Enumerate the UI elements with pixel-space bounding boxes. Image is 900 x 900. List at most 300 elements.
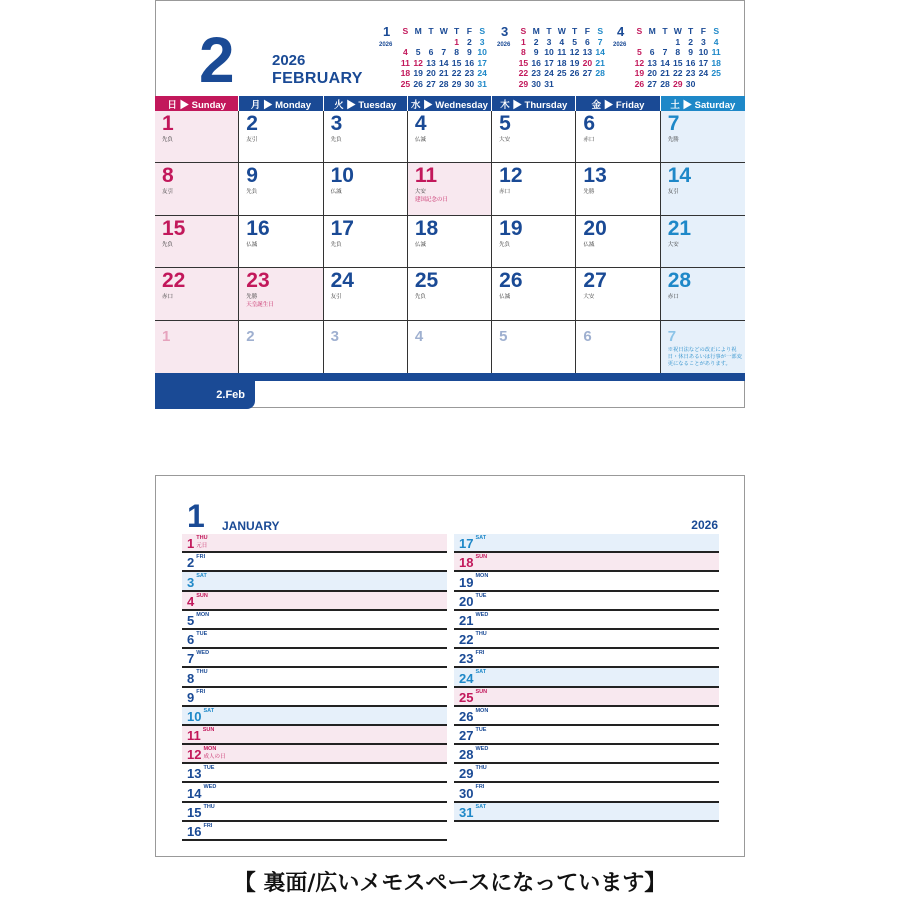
day-number: 20 — [583, 216, 607, 240]
rokuyo-label: 仏滅 — [499, 294, 511, 301]
day-number: 27 — [583, 269, 607, 293]
memo-day-number: 7 — [187, 651, 195, 667]
mini-day: 3 — [479, 36, 485, 47]
mini-day: 8 — [521, 47, 526, 58]
mini-day: 22 — [673, 68, 683, 79]
day-number: 13 — [583, 164, 607, 188]
day-cell — [155, 321, 239, 373]
memo-weekday: TUE — [196, 630, 208, 637]
day-cell — [408, 163, 492, 215]
mini-year: 2026 — [497, 42, 511, 48]
memo-day-meta — [475, 651, 484, 657]
memo-day-number: 18 — [459, 555, 474, 571]
memo-weekday: THU — [196, 535, 208, 541]
rokuyo-label: 先負 — [162, 137, 174, 143]
memo-row — [454, 553, 719, 572]
day-cell — [239, 216, 323, 268]
rokuyo-label: 赤口 — [667, 294, 679, 301]
memo-row — [454, 707, 719, 726]
mini-weekday: T — [687, 26, 694, 36]
mini-day — [646, 37, 659, 48]
mini-day: 12 — [413, 57, 423, 68]
weekday-header: 火 ▶ Tuesday — [324, 96, 408, 111]
memo-weekday: TUE — [475, 726, 487, 733]
mini-day — [659, 37, 672, 48]
mini-weekday: W — [557, 26, 566, 36]
mini-day: 8 — [454, 47, 459, 58]
memo-day-number: 31 — [459, 804, 474, 820]
weekday-header: 日 ▶ Sunday — [155, 96, 239, 111]
memo-day-number: 1 — [187, 536, 195, 552]
memo-weekday: MON — [475, 573, 489, 580]
memo-day-meta — [203, 747, 225, 760]
mini-day: 29 — [673, 78, 683, 89]
mini-day: 31 — [544, 78, 554, 89]
mini-grid — [517, 26, 607, 90]
memo-column-right — [454, 534, 719, 822]
rokuyo-label: 先負 — [414, 294, 426, 301]
year-label: 2026 — [272, 52, 306, 69]
memo-day-meta — [475, 728, 486, 734]
memo-day-meta — [475, 536, 486, 542]
mini-day: 28 — [660, 78, 670, 89]
rokuyo-label: 友引 — [162, 189, 174, 196]
day-number: 26 — [499, 269, 523, 293]
mini-day: 27 — [647, 78, 657, 89]
memo-day-meta — [203, 766, 214, 772]
mini-day: 28 — [439, 78, 449, 89]
mini-day: 31 — [477, 78, 487, 89]
mini-day: 13 — [426, 57, 436, 68]
memo-weekday: MON — [475, 707, 489, 714]
memo-row — [454, 630, 719, 649]
day-cell — [324, 321, 408, 373]
memo-row — [454, 572, 719, 591]
day-cell — [155, 163, 239, 215]
mini-weekday: T — [453, 26, 460, 36]
memo-row — [454, 745, 719, 764]
mini-weekday: M — [532, 26, 540, 36]
memo-day-number: 10 — [187, 708, 202, 724]
day-number: 16 — [246, 216, 270, 240]
memo-weekday: THU — [203, 803, 215, 810]
day-number: 6 — [583, 327, 592, 345]
mini-day: 26 — [413, 78, 423, 89]
mini-weekday: F — [700, 26, 706, 36]
mini-day: 29 — [451, 78, 462, 89]
memo-weekday: TUE — [203, 765, 215, 772]
memo-row — [182, 668, 447, 687]
memo-month-name: JANUARY — [222, 519, 280, 533]
day-cell — [408, 111, 492, 163]
rokuyo-label: 先勝 — [583, 189, 595, 196]
mini-day: 17 — [477, 57, 487, 68]
mini-month-number: 1 — [383, 24, 391, 39]
mini-day: 29 — [518, 78, 529, 89]
weekday-header: 土 ▶ Saturday — [661, 96, 745, 111]
day-cell — [408, 321, 492, 373]
rokuyo-label: 仏滅 — [246, 241, 258, 248]
memo-weekday: THU — [475, 630, 487, 637]
day-cell — [661, 268, 745, 320]
mini-day: 6 — [649, 47, 655, 58]
memo-holiday-name: 成人の日 — [203, 753, 226, 760]
mini-day: 17 — [544, 57, 554, 68]
day-cell — [661, 111, 745, 163]
day-number: 7 — [667, 112, 680, 135]
memo-day-meta — [196, 613, 209, 619]
mini-day — [425, 37, 438, 48]
day-number: 22 — [162, 269, 186, 293]
memo-day-meta — [196, 555, 205, 561]
memo-row — [182, 688, 447, 707]
memo-day-number: 8 — [187, 670, 195, 686]
memo-row — [182, 783, 447, 802]
memo-day-meta — [196, 536, 207, 549]
mini-day: 6 — [584, 36, 590, 47]
mini-weekday: T — [546, 26, 552, 36]
mini-day: 30 — [531, 78, 541, 89]
mini-day: 13 — [647, 57, 657, 68]
day-cell — [324, 111, 408, 163]
mini-day: 4 — [713, 36, 719, 47]
rokuyo-label: 赤口 — [162, 294, 174, 301]
rokuyo-label: 先勝 — [667, 137, 679, 143]
mini-day: 14 — [660, 57, 670, 68]
mini-day: 11 — [711, 47, 721, 58]
mini-day: 10 — [698, 47, 709, 58]
day-number: 10 — [330, 164, 354, 188]
memo-day-meta — [475, 594, 486, 600]
mini-day: 11 — [400, 57, 410, 68]
day-cell — [661, 321, 745, 373]
mini-day: 27 — [582, 68, 593, 79]
day-cell — [324, 268, 408, 320]
day-number: 17 — [330, 216, 354, 240]
mini-day: 24 — [544, 68, 554, 79]
memo-weekday: WED — [475, 746, 489, 753]
memo-weekday: MON — [196, 611, 210, 618]
mini-day: 14 — [595, 47, 605, 58]
mini-day: 13 — [582, 47, 593, 58]
rokuyo-label: 仏滅 — [414, 241, 426, 248]
day-cell — [239, 321, 323, 373]
day-cell — [324, 216, 408, 268]
day-number: 3 — [330, 327, 339, 345]
memo-weekday: FRI — [203, 822, 213, 829]
day-number: 12 — [499, 164, 523, 188]
january-memo-page — [155, 475, 745, 857]
memo-day-number: 19 — [459, 574, 474, 590]
day-number: 2 — [246, 327, 255, 345]
mini-day: 19 — [634, 68, 645, 79]
day-cell — [492, 216, 576, 268]
memo-day-meta — [203, 785, 216, 791]
rokuyo-label: 先負 — [499, 241, 511, 248]
memo-weekday: FRI — [475, 650, 485, 657]
memo-day-number: 28 — [459, 747, 474, 763]
memo-row — [454, 534, 719, 553]
memo-row — [182, 611, 447, 630]
memo-row — [182, 553, 447, 572]
memo-day-meta — [475, 805, 486, 811]
mini-weekday: S — [597, 26, 604, 36]
mini-day: 28 — [595, 68, 605, 79]
memo-weekday: SUN — [196, 592, 208, 599]
memo-row — [454, 803, 719, 822]
mini-day: 9 — [466, 47, 472, 58]
day-cell — [576, 216, 660, 268]
day-number: 18 — [414, 216, 439, 240]
rokuyo-label: 仏滅 — [583, 241, 595, 248]
mini-day: 15 — [451, 57, 462, 68]
memo-weekday: FRI — [196, 554, 206, 561]
memo-day-meta — [475, 613, 488, 619]
mini-day: 25 — [711, 68, 721, 79]
memo-day-number: 26 — [459, 708, 474, 724]
memo-day-number: 13 — [187, 766, 202, 782]
holiday-name: 天皇誕生日 — [246, 302, 274, 309]
mini-day — [412, 37, 425, 48]
mini-day: 19 — [413, 68, 423, 79]
day-number: 7 — [667, 327, 677, 345]
memo-day-number: 30 — [459, 785, 474, 801]
memo-month-number: 1 — [187, 498, 205, 534]
day-cell — [576, 111, 660, 163]
mini-day: 2 — [688, 36, 693, 47]
mini-day: 18 — [400, 68, 411, 79]
mini-day: 23 — [464, 68, 475, 79]
memo-row — [182, 726, 447, 745]
day-cell — [408, 216, 492, 268]
memo-row — [454, 764, 719, 783]
rokuyo-label: 先負 — [162, 241, 174, 248]
mini-weekday: W — [673, 26, 682, 36]
memo-weekday: SUN — [475, 688, 488, 695]
memo-row — [182, 572, 447, 591]
memo-row — [182, 803, 447, 822]
day-cell — [408, 268, 492, 320]
day-cell — [661, 163, 745, 215]
mini-day: 15 — [518, 57, 529, 68]
day-number: 25 — [414, 269, 439, 293]
mini-day: 19 — [569, 57, 580, 68]
memo-day-meta — [475, 766, 486, 772]
mini-day: 21 — [595, 57, 605, 68]
mini-day: 7 — [662, 47, 668, 58]
day-number: 15 — [162, 216, 186, 240]
mini-grid — [399, 26, 489, 90]
memo-day-number: 25 — [459, 689, 474, 705]
memo-weekday: FRI — [475, 784, 485, 791]
memo-holiday-name: 元日 — [196, 542, 208, 549]
mini-day: 4 — [559, 36, 565, 47]
day-number: 8 — [162, 164, 174, 188]
day-number: 21 — [667, 216, 692, 240]
mini-weekday: M — [648, 26, 656, 36]
mini-day: 9 — [533, 47, 539, 58]
weekday-header: 水 ▶ Wednesday — [408, 96, 492, 111]
memo-day-meta — [475, 574, 488, 580]
mini-day: 24 — [477, 68, 487, 79]
day-cell — [155, 268, 239, 320]
memo-day-meta — [475, 709, 488, 715]
weekday-header: 木 ▶ Thursday — [492, 96, 576, 111]
mini-day: 12 — [634, 57, 645, 68]
memo-column-left — [182, 534, 447, 841]
memo-day-meta — [203, 728, 215, 734]
memo-day-meta — [196, 651, 209, 657]
mini-day: 7 — [441, 47, 447, 58]
memo-weekday: WED — [475, 611, 489, 618]
memo-weekday: SUN — [202, 726, 215, 733]
rokuyo-label: 先負 — [330, 137, 342, 143]
mini-day: 23 — [685, 68, 696, 79]
memo-weekday: WED — [203, 784, 217, 791]
mini-day: 1 — [675, 36, 681, 47]
mini-day: 14 — [439, 57, 449, 68]
memo-row — [182, 707, 447, 726]
day-cell — [492, 268, 576, 320]
month-tab: 2.Feb — [155, 381, 255, 409]
mini-day: 8 — [675, 47, 681, 58]
mini-day: 3 — [546, 36, 552, 47]
rokuyo-label: 大安 — [414, 189, 426, 196]
mini-month-number: 4 — [617, 24, 625, 39]
day-cell — [324, 163, 408, 215]
rokuyo-label: 友引 — [330, 294, 342, 301]
mini-day: 18 — [711, 57, 721, 68]
memo-weekday: MON — [203, 746, 217, 753]
mini-day: 10 — [477, 47, 487, 58]
mini-weekday: T — [428, 26, 434, 36]
mini-day: 23 — [531, 68, 541, 79]
day-cell — [576, 268, 660, 320]
memo-day-number: 2 — [187, 555, 195, 571]
memo-day-number: 27 — [459, 728, 474, 744]
day-number: 5 — [499, 112, 511, 135]
mini-day: 20 — [647, 68, 657, 79]
mini-weekday: F — [466, 26, 472, 36]
mini-day: 16 — [531, 57, 541, 68]
memo-day-number: 12 — [187, 747, 202, 763]
memo-day-meta — [196, 670, 207, 676]
memo-day-meta — [196, 574, 207, 580]
day-cell — [239, 163, 323, 215]
mini-day: 7 — [597, 36, 603, 47]
day-cell — [661, 216, 745, 268]
rokuyo-label: 友引 — [667, 189, 679, 196]
mini-day — [399, 37, 412, 48]
mini-day: 1 — [521, 36, 526, 47]
mini-day: 16 — [464, 57, 475, 68]
mini-day: 17 — [698, 57, 709, 68]
memo-row — [454, 592, 719, 611]
memo-day-meta — [196, 594, 208, 600]
mini-weekday: T — [571, 26, 578, 36]
mini-day — [437, 37, 450, 48]
day-number: 23 — [246, 269, 270, 293]
memo-day-meta — [203, 805, 214, 811]
memo-weekday: SAT — [475, 535, 487, 541]
mini-day: 5 — [637, 47, 642, 58]
mini-day: 30 — [464, 78, 475, 89]
memo-weekday: THU — [475, 765, 487, 772]
holiday-change-note: ※祝日法などの改正により祝日・休日あるいは行事が一部変更になることがあります。 — [667, 346, 742, 367]
day-cell — [239, 111, 323, 163]
day-cell — [576, 321, 660, 373]
memo-row — [182, 630, 447, 649]
mini-day: 5 — [415, 47, 421, 58]
day-cell — [492, 163, 576, 215]
mini-day: 10 — [544, 47, 554, 58]
memo-day-number: 4 — [187, 593, 195, 609]
mini-day: 3 — [700, 36, 706, 47]
memo-row — [182, 745, 447, 764]
memo-weekday: TUE — [475, 592, 487, 599]
rokuyo-label: 大安 — [499, 137, 511, 143]
memo-day-number: 9 — [187, 689, 195, 705]
rokuyo-label: 先負 — [246, 189, 258, 196]
day-number: 14 — [667, 164, 692, 188]
memo-day-meta — [475, 555, 487, 561]
day-number: 19 — [499, 216, 523, 240]
memo-day-number: 14 — [187, 785, 202, 801]
mini-day: 25 — [557, 68, 567, 79]
memo-day-number: 16 — [187, 824, 202, 839]
memo-row — [182, 649, 447, 668]
day-cell — [155, 111, 239, 163]
memo-day-meta — [196, 690, 205, 696]
mini-grid — [633, 26, 723, 90]
mini-day: 22 — [451, 68, 462, 79]
day-cell — [239, 268, 323, 320]
memo-year: 2026 — [691, 518, 718, 532]
memo-day-meta — [475, 632, 486, 638]
mini-weekday: S — [713, 26, 720, 36]
memo-row — [182, 822, 447, 841]
day-number: 6 — [583, 112, 596, 135]
day-number: 9 — [246, 164, 258, 188]
memo-day-number: 17 — [459, 536, 474, 552]
memo-day-meta — [203, 824, 212, 830]
caption: 【 裏面/広いメモスペースになっています】 — [233, 870, 667, 896]
mini-day — [633, 37, 646, 48]
mini-day: 18 — [557, 57, 567, 68]
footer-bar — [155, 373, 745, 381]
memo-day-number: 22 — [459, 632, 474, 648]
memo-day-number: 15 — [187, 804, 202, 820]
memo-day-number: 6 — [187, 632, 195, 648]
mini-day: 20 — [582, 57, 593, 68]
memo-day-number: 11 — [187, 728, 201, 744]
day-cell — [155, 216, 239, 268]
mini-day: 2 — [466, 36, 472, 47]
mini-day: 20 — [426, 68, 436, 79]
mini-weekday: S — [636, 26, 643, 36]
memo-day-number: 23 — [459, 651, 474, 667]
day-cell — [492, 111, 576, 163]
mini-weekday: W — [439, 26, 448, 36]
memo-day-meta — [475, 670, 486, 676]
weekday-header: 金 ▶ Friday — [576, 96, 660, 111]
mini-day: 26 — [634, 78, 645, 89]
mini-day: 21 — [660, 68, 670, 79]
memo-weekday: SAT — [475, 669, 487, 676]
memo-day-number: 5 — [187, 612, 195, 628]
month-number: 2 — [199, 24, 235, 96]
mini-weekday: S — [479, 26, 486, 36]
